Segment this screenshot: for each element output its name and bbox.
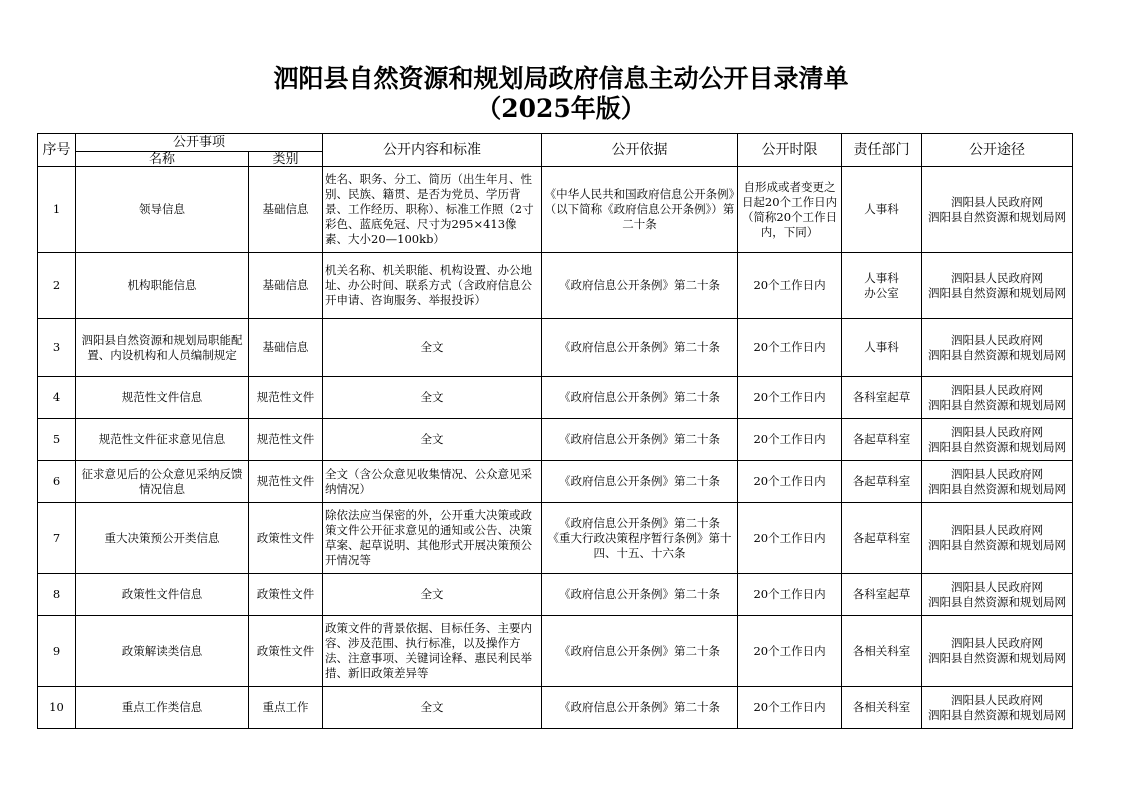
cell-time-limit: 20个工作日内 xyxy=(738,461,842,503)
cell-channel-line: 泗阳县人民政府网 xyxy=(951,466,1044,481)
header-content: 公开内容和标准 xyxy=(323,134,542,167)
cell-basis: 《政府信息公开条例》第二十条 xyxy=(542,574,738,616)
cell-channel-line: 泗阳县人民政府网 xyxy=(951,579,1044,594)
cell-channel xyxy=(922,574,1073,616)
header-seq: 序号 xyxy=(38,134,76,167)
table-row xyxy=(38,377,1073,419)
cell-channel-line: 泗阳县人民政府网 xyxy=(951,194,1044,209)
cell-channel-line: 泗阳县自然资源和规划局网 xyxy=(928,707,1067,722)
cell-department-line: 人事科 xyxy=(864,270,899,285)
cell-name: 规范性文件信息 xyxy=(76,377,249,419)
disclosure-table xyxy=(37,133,1073,729)
cell-seq: 2 xyxy=(38,253,76,319)
cell-channel-line: 泗阳县人民政府网 xyxy=(951,424,1044,439)
header-basis: 公开依据 xyxy=(542,134,738,167)
cell-content: 机关名称、机关职能、机构设置、办公地址、办公时间、联系方式（含政府信息公开申请、咨询服务、举报投诉） xyxy=(323,253,542,319)
page-subtitle: （2025年版） xyxy=(476,94,646,123)
cell-seq: 8 xyxy=(38,574,76,616)
table-row xyxy=(38,167,1073,253)
cell-time-limit: 20个工作日内 xyxy=(738,574,842,616)
cell-time-limit: 20个工作日内 xyxy=(738,687,842,729)
cell-channel-line: 泗阳县自然资源和规划局网 xyxy=(928,347,1067,362)
cell-channel-line: 泗阳县人民政府网 xyxy=(951,523,1044,537)
cell-name: 泗阳县自然资源和规划局职能配置、内设机构和人员编制规定 xyxy=(76,319,249,377)
cell-channel xyxy=(922,253,1073,319)
cell-basis-line: 《政府信息公开条例》第二十条 xyxy=(559,515,721,530)
header-channel: 公开途径 xyxy=(922,134,1073,167)
cell-seq: 7 xyxy=(38,503,76,574)
cell-channel-line: 泗阳县人民政府网 xyxy=(951,332,1044,347)
cell-category: 规范性文件 xyxy=(249,419,323,461)
cell-seq: 4 xyxy=(38,377,76,419)
cell-content: 姓名、职务、分工、简历（出生年月、性别、民族、籍贯、是否为党员、学历背景、工作经历、职称）、标准工作照（2寸彩色、蓝底免冠、尺寸为295×413像素、大小20—100kb） xyxy=(323,167,542,253)
cell-time-limit: 20个工作日内 xyxy=(738,253,842,319)
cell-department: 各相关科室 xyxy=(842,616,922,687)
page-title: 泗阳县自然资源和规划局政府信息主动公开目录清单 xyxy=(273,64,849,93)
cell-name: 重大决策预公开类信息 xyxy=(76,503,249,574)
cell-category: 政策性文件 xyxy=(249,616,323,687)
cell-content: 全文 xyxy=(323,574,542,616)
cell-basis: 《政府信息公开条例》第二十条 xyxy=(542,616,738,687)
cell-department: 人事科 xyxy=(842,167,922,253)
cell-channel-line: 泗阳县自然资源和规划局网 xyxy=(928,285,1067,300)
cell-department: 各科室起草 xyxy=(842,574,922,616)
cell-name: 征求意见后的公众意见采纳反馈情况信息 xyxy=(76,461,249,503)
table-row xyxy=(38,419,1073,461)
cell-channel xyxy=(922,461,1073,503)
cell-seq: 3 xyxy=(38,319,76,377)
cell-channel-line: 泗阳县自然资源和规划局网 xyxy=(928,397,1067,412)
cell-basis: 《政府信息公开条例》第二十条 xyxy=(542,319,738,377)
header-time-limit: 公开时限 xyxy=(738,134,842,167)
cell-basis: 《中华人民共和国政府信息公开条例》（以下简称《政府信息公开条例》）第二十条 xyxy=(542,167,738,253)
cell-basis: 《政府信息公开条例》第二十条 xyxy=(542,687,738,729)
table-row xyxy=(38,687,1073,729)
cell-channel-line: 泗阳县人民政府网 xyxy=(951,270,1044,285)
cell-channel xyxy=(922,167,1073,253)
cell-basis: 《政府信息公开条例》第二十条 xyxy=(542,461,738,503)
cell-category: 重点工作 xyxy=(249,687,323,729)
cell-category: 规范性文件 xyxy=(249,377,323,419)
cell-name: 政策解读类信息 xyxy=(76,616,249,687)
header-category: 类别 xyxy=(249,152,323,167)
cell-department: 人事科 xyxy=(842,319,922,377)
cell-channel-line: 泗阳县自然资源和规划局网 xyxy=(928,594,1067,609)
cell-time-limit: 20个工作日内 xyxy=(738,503,842,574)
cell-content: 除依法应当保密的外，公开重大决策或政策文件公开征求意见的通知或公告、决策草案、起草说明、其他形式开展决策预公开情况等 xyxy=(323,503,542,574)
cell-department: 各相关科室 xyxy=(842,687,922,729)
table-row xyxy=(38,503,1073,574)
header-item-group: 公开事项 xyxy=(76,134,323,152)
cell-basis-line: 《重大行政决策程序暂行条例》第十四、十五、十六条 xyxy=(547,530,732,560)
cell-basis: 《政府信息公开条例》第二十条 xyxy=(542,377,738,419)
cell-name: 政策性文件信息 xyxy=(76,574,249,616)
cell-content: 全文 xyxy=(323,687,542,729)
cell-channel xyxy=(922,616,1073,687)
cell-channel xyxy=(922,503,1073,574)
cell-basis: 《政府信息公开条例》第二十条 xyxy=(542,253,738,319)
cell-category: 基础信息 xyxy=(249,167,323,253)
table-row xyxy=(38,616,1073,687)
table-row xyxy=(38,253,1073,319)
cell-channel xyxy=(922,377,1073,419)
cell-seq: 9 xyxy=(38,616,76,687)
table-row xyxy=(38,461,1073,503)
cell-channel-line: 泗阳县自然资源和规划局网 xyxy=(928,538,1067,552)
cell-content: 全文 xyxy=(323,377,542,419)
cell-seq: 1 xyxy=(38,167,76,253)
cell-department: 各起草科室 xyxy=(842,419,922,461)
cell-department: 各起草科室 xyxy=(842,461,922,503)
cell-time-limit: 20个工作日内 xyxy=(738,319,842,377)
cell-channel-line: 泗阳县人民政府网 xyxy=(951,636,1044,650)
cell-channel-line: 泗阳县自然资源和规划局网 xyxy=(928,651,1067,665)
header-name: 名称 xyxy=(76,152,249,167)
cell-channel xyxy=(922,319,1073,377)
cell-name: 重点工作类信息 xyxy=(76,687,249,729)
cell-category: 政策性文件 xyxy=(249,503,323,574)
cell-time-limit: 20个工作日内 xyxy=(738,377,842,419)
cell-channel-line: 泗阳县自然资源和规划局网 xyxy=(928,481,1067,496)
cell-department xyxy=(842,253,922,319)
cell-name: 领导信息 xyxy=(76,167,249,253)
cell-content: 全文 xyxy=(323,319,542,377)
cell-department: 各科室起草 xyxy=(842,377,922,419)
cell-category: 基础信息 xyxy=(249,319,323,377)
cell-category: 规范性文件 xyxy=(249,461,323,503)
cell-name: 机构职能信息 xyxy=(76,253,249,319)
cell-basis: 《政府信息公开条例》第二十条 xyxy=(542,419,738,461)
cell-time-limit: 20个工作日内 xyxy=(738,616,842,687)
table-row xyxy=(38,574,1073,616)
cell-category: 政策性文件 xyxy=(249,574,323,616)
table-row xyxy=(38,319,1073,377)
cell-seq: 6 xyxy=(38,461,76,503)
cell-time-limit: 20个工作日内 xyxy=(738,419,842,461)
cell-channel-line: 泗阳县人民政府网 xyxy=(951,692,1044,707)
cell-name: 规范性文件征求意见信息 xyxy=(76,419,249,461)
cell-seq: 10 xyxy=(38,687,76,729)
cell-channel-line: 泗阳县自然资源和规划局网 xyxy=(928,209,1067,224)
cell-category: 基础信息 xyxy=(249,253,323,319)
cell-department: 各起草科室 xyxy=(842,503,922,574)
cell-content: 政策文件的背景依据、目标任务、主要内容、涉及范围、执行标准，以及操作方法、注意事项、关键词诠释、惠民利民举措、新旧政策差异等 xyxy=(323,616,542,687)
cell-channel xyxy=(922,419,1073,461)
cell-seq: 5 xyxy=(38,419,76,461)
header-department: 责任部门 xyxy=(842,134,922,167)
cell-content: 全文 xyxy=(323,419,542,461)
cell-content: 全文（含公众意见收集情况、公众意见采纳情况） xyxy=(323,461,542,503)
cell-channel-line: 泗阳县人民政府网 xyxy=(951,382,1044,397)
cell-time-limit: 自形成或者变更之日起20个工作日内（简称20个工作日内，下同） xyxy=(738,167,842,253)
cell-channel-line: 泗阳县自然资源和规划局网 xyxy=(928,439,1067,454)
cell-department-line: 办公室 xyxy=(864,285,899,300)
cell-basis xyxy=(542,503,738,574)
cell-channel xyxy=(922,687,1073,729)
